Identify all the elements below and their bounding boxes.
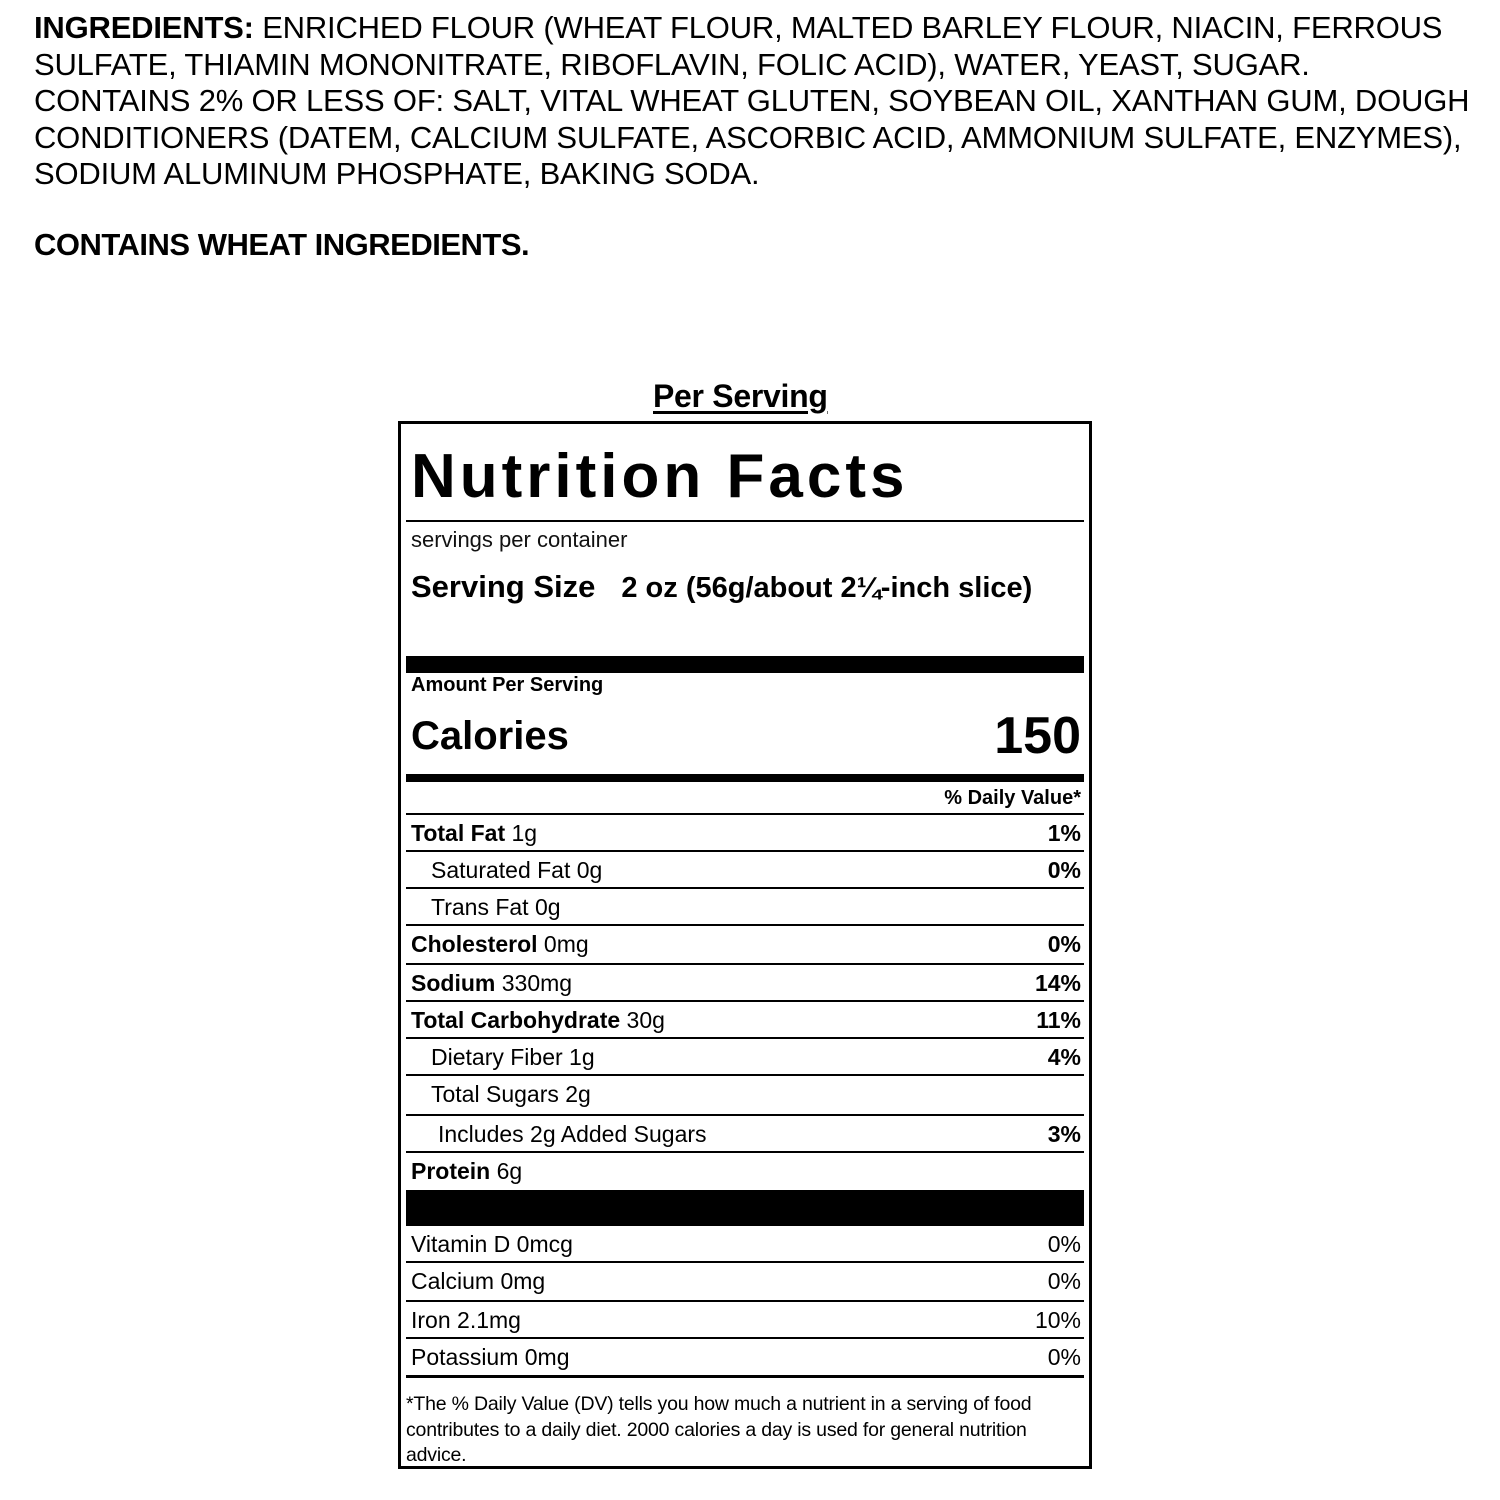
- amount-per-serving: Amount Per Serving: [411, 674, 604, 696]
- nutrient-amount: 0mg: [543, 931, 589, 957]
- vitamin-name: Vitamin D 0mcg: [411, 1231, 573, 1257]
- vitamin-name: Iron 2.1mg: [411, 1307, 521, 1333]
- nutrient-name: Protein: [411, 1158, 491, 1184]
- serving-size-label: Serving Size: [411, 569, 596, 604]
- nutrient-row-cholesterol: [406, 926, 1084, 965]
- vitamin-dv: 0%: [1047, 1268, 1081, 1294]
- nutrient-dv: 4%: [1047, 1044, 1081, 1070]
- nutrient-dv: 14%: [1034, 970, 1081, 996]
- ingredients-heading: INGREDIENTS:: [34, 10, 254, 45]
- nutrition-facts-label: [398, 421, 1092, 1469]
- nutrient-row-total-sugars: [406, 1076, 1084, 1116]
- vitamin-row-potassium: [406, 1339, 1084, 1378]
- vitamin-row-vitamin-d: [406, 1226, 1084, 1263]
- calories-label: Calories: [411, 714, 569, 758]
- nutrient-name: Trans Fat 0g: [431, 894, 561, 920]
- nutrient-name: Includes 2g Added Sugars: [438, 1121, 707, 1147]
- thick-rule: [406, 656, 1084, 673]
- per-serving-heading: Per Serving: [653, 378, 828, 414]
- nutrient-dv: 11%: [1036, 1007, 1081, 1033]
- nutrient-amount: 30g: [626, 1007, 665, 1033]
- vitamin-dv: 0%: [1047, 1344, 1081, 1370]
- nutrient-dv: 0%: [1047, 931, 1081, 957]
- nutrient-dv: 1%: [1047, 820, 1081, 846]
- title-rule: [406, 520, 1084, 522]
- calories-value: 150: [994, 707, 1081, 765]
- daily-value-footnote: *The % Daily Value (DV) tells you how much a nutrient in a serving of food contributes to a daily diet. 2000 calories a day is used for general nutrition advice.: [406, 1393, 1032, 1466]
- nutrition-facts-title: Nutrition Facts: [411, 442, 909, 511]
- nutrient-dv: 0%: [1047, 857, 1081, 883]
- nutrient-row-added-sugars: [406, 1116, 1084, 1153]
- vitamin-row-calcium: [406, 1263, 1084, 1302]
- serving-size: [411, 569, 1032, 605]
- nutrient-dv: 3%: [1047, 1121, 1081, 1147]
- nutrient-row-sodium: [406, 965, 1084, 1002]
- nutrient-row-dietary-fiber: [406, 1039, 1084, 1076]
- nutrient-name: Cholesterol: [411, 931, 538, 957]
- vitamin-dv: 10%: [1034, 1307, 1081, 1333]
- nutrient-amount: 6g: [496, 1158, 523, 1184]
- nutrient-row-total-carbohydrate: [406, 1002, 1084, 1039]
- nutrient-name: Dietary Fiber 1g: [431, 1044, 595, 1070]
- vitamin-name: Potassium 0mg: [411, 1344, 570, 1370]
- nutrient-name: Total Sugars 2g: [431, 1081, 591, 1107]
- serving-size-value: 2 oz (56g/about 2¼-inch slice): [621, 572, 1033, 604]
- vitamin-separator-bar: [406, 1190, 1084, 1226]
- servings-per-container: servings per container: [411, 527, 628, 552]
- daily-value-header: % Daily Value*: [944, 787, 1081, 809]
- vitamin-dv: 0%: [1047, 1231, 1081, 1257]
- vitamin-name: Calcium 0mg: [411, 1268, 546, 1294]
- ingredients-list: ENRICHED FLOUR (WHEAT FLOUR, MALTED BARLEY FLOUR, NIACIN, FERROUS SULFATE, THIAMIN MONONITRATE, RIBOFLAVIN, FOLIC ACID), WATER, YEAST, SUGAR. CONTAINS 2% OR LESS OF: SALT, VITAL WHEAT GLUTEN, SOYBEAN OIL, XANTHAN GUM, DOUGH CONDITIONERS (DATEM, CALCIUM SULFATE, ASCORBIC ACID, AMMONIUM SULFATE, ENZYMES), SODIUM ALUMINUM PHOSPHATE, BAKING SODA.: [34, 10, 1470, 191]
- nutrient-amount: 1g: [511, 820, 538, 846]
- allergen-statement: CONTAINS WHEAT INGREDIENTS.: [34, 227, 530, 262]
- nutrient-row-saturated-fat: [406, 852, 1084, 889]
- medium-rule: [406, 774, 1084, 782]
- nutrient-name: Total Fat: [411, 820, 506, 846]
- nutrient-row-total-fat: [406, 815, 1084, 852]
- vitamin-row-iron: [406, 1302, 1084, 1339]
- nutrient-row-trans-fat: [406, 889, 1084, 926]
- nutrient-name: Sodium: [411, 970, 496, 996]
- ingredients-text: [34, 10, 1474, 193]
- nutrient-name: Total Carbohydrate: [411, 1007, 621, 1033]
- nutrient-amount: 330mg: [501, 970, 573, 996]
- nutrient-name: Saturated Fat 0g: [431, 857, 603, 883]
- nutrient-row-protein: [406, 1153, 1084, 1190]
